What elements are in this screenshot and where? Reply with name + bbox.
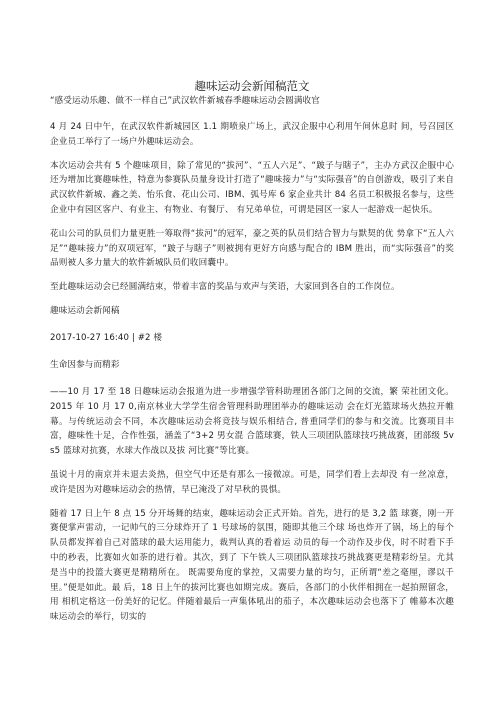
document-page <box>50 78 454 634</box>
page-title: 趣味运动会新闻稿范文 <box>194 79 310 93</box>
paragraph: 随着 17 日上午 8 点 15 分开场舞的结束，趣味运动会正式开始。首先，进行的是 3,2 篮 球赛，刚一开赛便掌声雷动，一记帅气的三分球炸开了 1 号球场的氛围，随即其他三个球 场也炸开了锅，场上的每个队员都发挥着自己对篮球的最大运用能力，裁判认真的看着运 动员的每一个动作及步伐，时不时看下手中的秒表，比赛如火如荼的进行着。其次，到了 下午铁人三项团队篮球技巧挑战赛更是精彩纷呈。尤其是当中的投篮大赛更是精精所在。 既需要角度的掌控，又需要力量的均匀，正所谓“差之毫厘，谬以千里。”便是如此。最 后，18 日上午的拔河比赛也如期完成。赛后，各部门的小伙伴相拥在一起拍照留念，用 相机定格这一份美好的记忆。伴随着最后一声集体吼出的茄子，本次趣味运动会也落下了 帷幕本次趣味运动会的举行，切实的 <box>50 508 454 623</box>
paragraph: 至此趣味运动会已经圆满结束，带着丰富的奖品与欢声与笑语，大家回到各自的工作岗位。 <box>50 282 400 293</box>
paragraph: 虽说十月的南京并未退去炎热，但空气中还是有那么一接微凉。可是，同学们看上去却没 有一丝凉意，或许是因为对趣味运动会的热情，早已淹没了对早秋的畏惧。 <box>50 469 454 495</box>
paragraph: ——10 月 17 至 18 日趣味运动会报道为进一步增强学管科助理团各部门之间的交流，繁 荣社团文化。2015 年 10 月 17 0,南京林业大学学生宿舍管理科助理团举办的趣味运动 会在灯光篮球场火热拉开帷幕。与传统运动会不同，本次趣味运动会将竞技与娱乐相结合, 普重同学们的参与和交流。比赛项目丰富，趣味性十足，合作性强，涵盖了“3+2 男女混 合篮球赛，铁人三项团队篮球技巧挑战赛，团部级 5vs5 篮球对抗赛，水球大作战以及拔 河比赛”等比赛。 <box>50 386 454 457</box>
section-label: 趣味运动会新闻稿 <box>50 305 120 316</box>
paragraph: 花山公司的队员们力量更胜一筹取得“拔河”的冠军，豪之英的队员们结合智力与默契的优 势拿下“五人六足”“趣味接力”的双项冠军，“跛子与瞎子”则被拥有更好方向感与配合的 IBM 胜出，而“实际强音”的奖品则被人多力量大的软件新城队员们收回囊中。 <box>50 228 454 269</box>
paragraph: 本次运动会共有 5 个趣味项目，除了常见的“拔河”、“五人六足”、“跛子与瞎子”，主办方武汉企服中心还为增加比赛趣味性，特意为参赛队员量身设计打造了“趣味接力”与“实际强音”的自创游戏，吸引了来自武汉软件新城、鑫之美、怡乐食、花山公司、IBM、弧号库 6 家企业共计 84 名员工积极报名参与，这些企业中有园区客户、有业主、有物业、有餐厅、 有兄弟单位，可谓是园区一家人一起游戏一起快乐。 <box>50 160 454 215</box>
article-subtitle: “感受运动乐趣、做不一样自己”武汉软件新城春季趣味运动会圆满收官 <box>50 96 320 106</box>
post-meta: 2017-10-27 16:40 | #2 楼 <box>50 332 163 343</box>
section-title: 生命因参与而精彩 <box>50 359 120 370</box>
paragraph: 4 月 24 日中午，在武汉软件新城园区 1.1 期喷泉广场上，武汉企服中心利用午间休息时 间，号召园区企业员工举行了一场户外趣味运动会。 <box>50 122 454 147</box>
